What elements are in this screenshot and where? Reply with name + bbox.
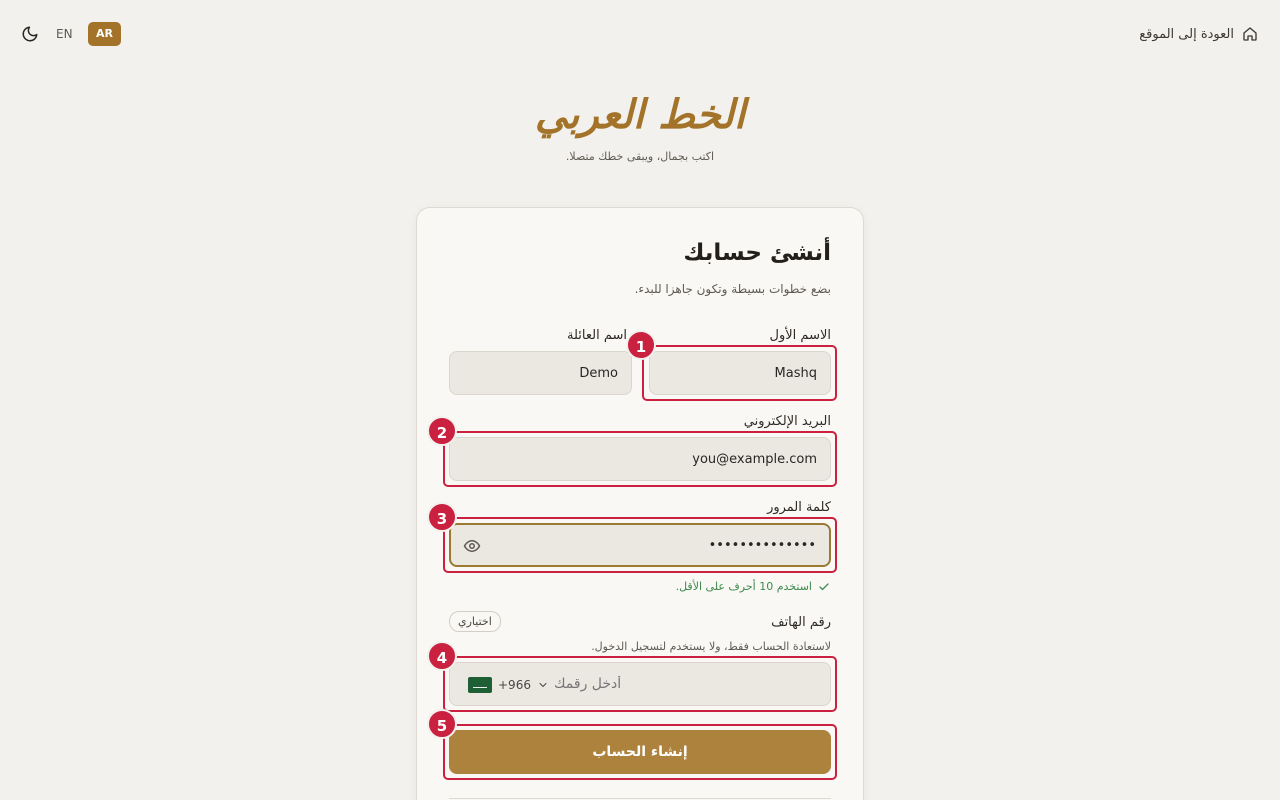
create-account-button[interactable]: إنشاء الحساب	[449, 730, 831, 774]
show-password-button[interactable]	[463, 537, 483, 557]
phone-help-text: لاستعادة الحساب فقط، ولا يستخدم لتسجيل الدخول.	[591, 640, 831, 653]
first-name-field[interactable]	[649, 351, 831, 395]
page-subtitle: بضع خطوات بسيطة وتكون جاهزا للبدء.	[634, 282, 831, 296]
theme-toggle-button[interactable]	[18, 22, 42, 46]
saudi-flag-icon	[468, 677, 492, 693]
phone-label: رقم الهاتف	[771, 615, 831, 630]
signup-card	[416, 207, 864, 800]
eye-icon	[463, 537, 481, 555]
email-label: البريد الإلكتروني	[743, 414, 831, 429]
optional-badge: اختياري	[449, 611, 501, 632]
password-hint	[676, 580, 830, 593]
country-code-select[interactable]	[468, 675, 549, 695]
last-name-label: اسم العائلة	[567, 328, 627, 343]
phone-field[interactable]	[449, 662, 831, 706]
last-name-input[interactable]	[450, 352, 631, 394]
moon-icon	[21, 25, 39, 43]
annotation-badge-5: 5	[427, 709, 457, 739]
lang-en-button[interactable]: EN	[56, 27, 73, 41]
phone-input[interactable]	[550, 663, 830, 705]
annotation-badge-4: 4	[427, 641, 457, 671]
brand-logo: الخط العربي	[534, 91, 746, 138]
check-icon	[818, 581, 830, 593]
password-label: كلمة المرور	[767, 500, 831, 515]
back-to-site-label: العودة إلى الموقع	[1139, 26, 1234, 42]
annotation-badge-1: 1	[626, 330, 656, 360]
email-input[interactable]	[450, 438, 830, 480]
first-name-label: الاسم الأول	[769, 328, 831, 343]
page-title: أنشئ حسابك	[683, 240, 831, 266]
brand-tagline: اكتب بجمال، ويبقى خطك متصلا.	[565, 150, 715, 163]
back-to-site-link[interactable]	[1139, 24, 1258, 44]
lang-ar-button[interactable]: AR	[88, 22, 121, 46]
country-code-value: +966	[498, 678, 531, 692]
first-name-input[interactable]	[650, 352, 830, 394]
email-field[interactable]	[449, 437, 831, 481]
password-input[interactable]	[451, 525, 829, 565]
annotation-badge-3: 3	[427, 502, 457, 532]
divider	[449, 798, 831, 799]
chevron-down-icon	[537, 679, 549, 691]
password-hint-text: استخدم 10 أحرف على الأقل.	[675, 580, 812, 593]
home-icon	[1242, 26, 1258, 42]
last-name-field[interactable]	[449, 351, 632, 395]
annotation-badge-2: 2	[427, 416, 457, 446]
brand	[0, 88, 1280, 163]
password-field[interactable]	[449, 523, 831, 567]
